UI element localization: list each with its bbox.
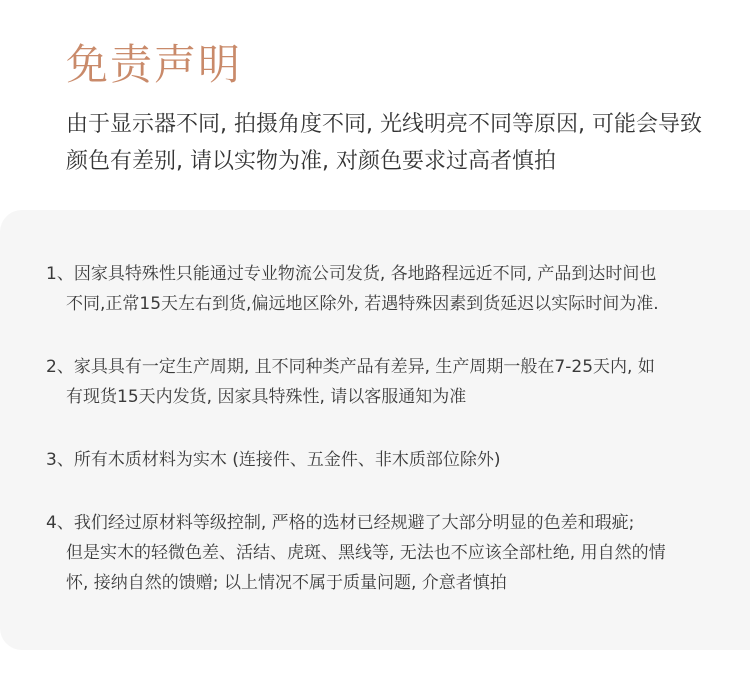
note-item-4 (46, 508, 750, 598)
note-item-2 (46, 352, 750, 412)
note-line: 但是实木的轻微色差、活结、虎斑、黑线等, 无法也不应该全部杜绝, 用自然的情 (66, 543, 666, 563)
note-line: 4、我们经过原材料等级控制, 严格的选材已经规避了大部分明显的色差和瑕疵; (46, 513, 635, 533)
intro-line: 颜色有差别, 请以实物为准, 对颜色要求过高者慎拍 (66, 149, 556, 174)
page-title: 免责声明 (66, 40, 243, 89)
note-line: 有现货15天内发货, 因家具特殊性, 请以客服通知为准 (66, 387, 467, 407)
note-line: 2、家具具有一定生产周期, 且不同种类产品有差异, 生产周期一般在7-25天内, 如 (46, 357, 655, 377)
intro-paragraph (66, 106, 750, 180)
note-line: 1、因家具特殊性只能通过专业物流公司发货, 各地路程远近不同, 产品到达时间也 (46, 264, 657, 284)
note-line: 怀, 接纳自然的馈赠; 以上情况不属于质量问题, 介意者慎拍 (66, 573, 507, 593)
note-line: 3、所有木质材料为实木 (连接件、五金件、非木质部位除外) (46, 450, 501, 470)
notes-list (46, 259, 750, 598)
intro-line: 由于显示器不同, 拍摄角度不同, 光线明亮不同等原因, 可能会导致 (66, 112, 702, 137)
note-item-3 (46, 445, 750, 475)
note-line: 不同,正常15天左右到货,偏远地区除外, 若遇特殊因素到货延迟以实际时间为准. (66, 294, 659, 314)
note-item-1 (46, 259, 750, 319)
